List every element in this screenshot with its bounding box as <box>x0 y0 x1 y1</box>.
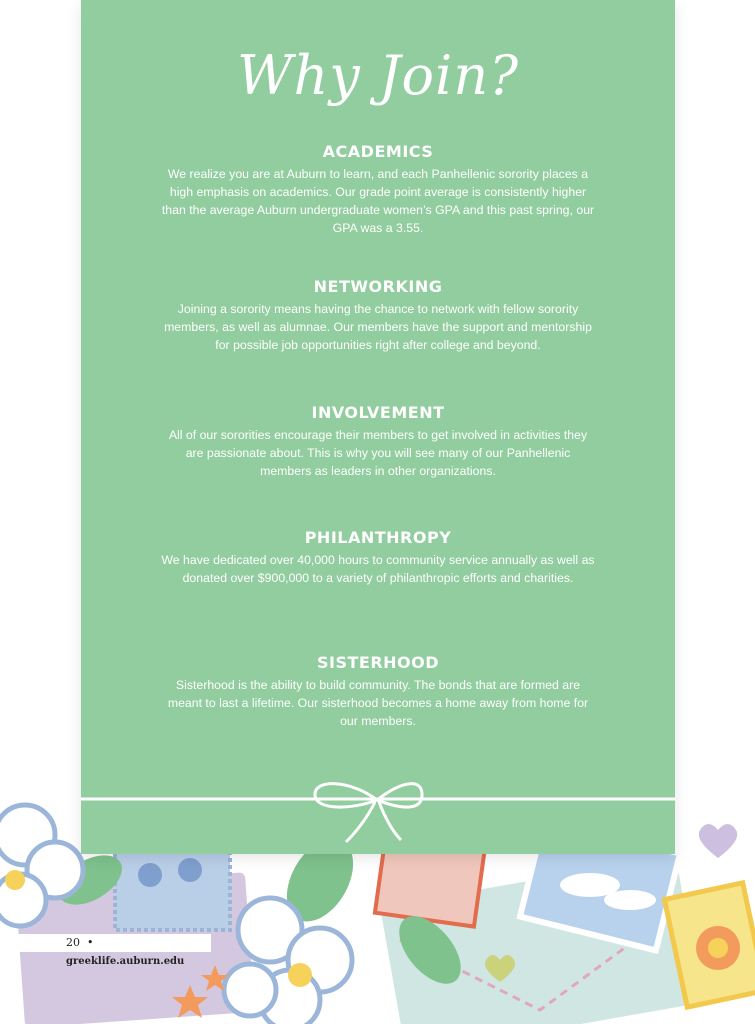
section-involvement <box>161 403 595 480</box>
section-networking <box>161 277 595 354</box>
section-philanthropy <box>161 528 595 587</box>
section-body: We have dedicated over 40,000 hours to community service annually as well as donated over $900,000 to a variety of philanthropic efforts and charities. <box>161 553 595 585</box>
section-academics <box>161 142 595 237</box>
section-sisterhood <box>161 653 595 730</box>
section-body: We realize you are at Auburn to learn, and each Panhellenic sorority places a high emphasis on academics. Our grade point average is consistently higher than the average Auburn undergraduate women’s GPA and this past spring, our GPA was a 3.55. <box>161 167 595 235</box>
section-heading: PHILANTHROPY <box>304 528 452 547</box>
why-join-card <box>81 0 675 854</box>
page-footer <box>0 934 211 967</box>
section-heading: ACADEMICS <box>322 142 434 161</box>
page-number: 20 <box>66 936 80 949</box>
section-heading: INVOLVEMENT <box>311 403 445 422</box>
page-title: Why Join? <box>236 44 520 107</box>
section-heading: SISTERHOOD <box>316 653 440 672</box>
footer-separator: • <box>87 936 94 949</box>
website-url: greeklife.auburn.edu <box>66 956 185 967</box>
section-heading: NETWORKING <box>313 277 443 296</box>
section-body: All of our sororities encourage their members to get involved in activities they are passionate about. This is why you will see many of our Panhellenic members as leaders in other organizations. <box>168 428 588 478</box>
section-body: Joining a sorority means having the chance to network with fellow sorority members, as well as alumnae. Our members have the support and mentorship for possible job opportunities right after college and beyond. <box>164 302 592 352</box>
section-body: Sisterhood is the ability to build community. The bonds that are formed are meant to last a lifetime. Our sisterhood becomes a home away from home for our members. <box>167 678 589 728</box>
ribbon-bow-icon <box>81 770 675 850</box>
